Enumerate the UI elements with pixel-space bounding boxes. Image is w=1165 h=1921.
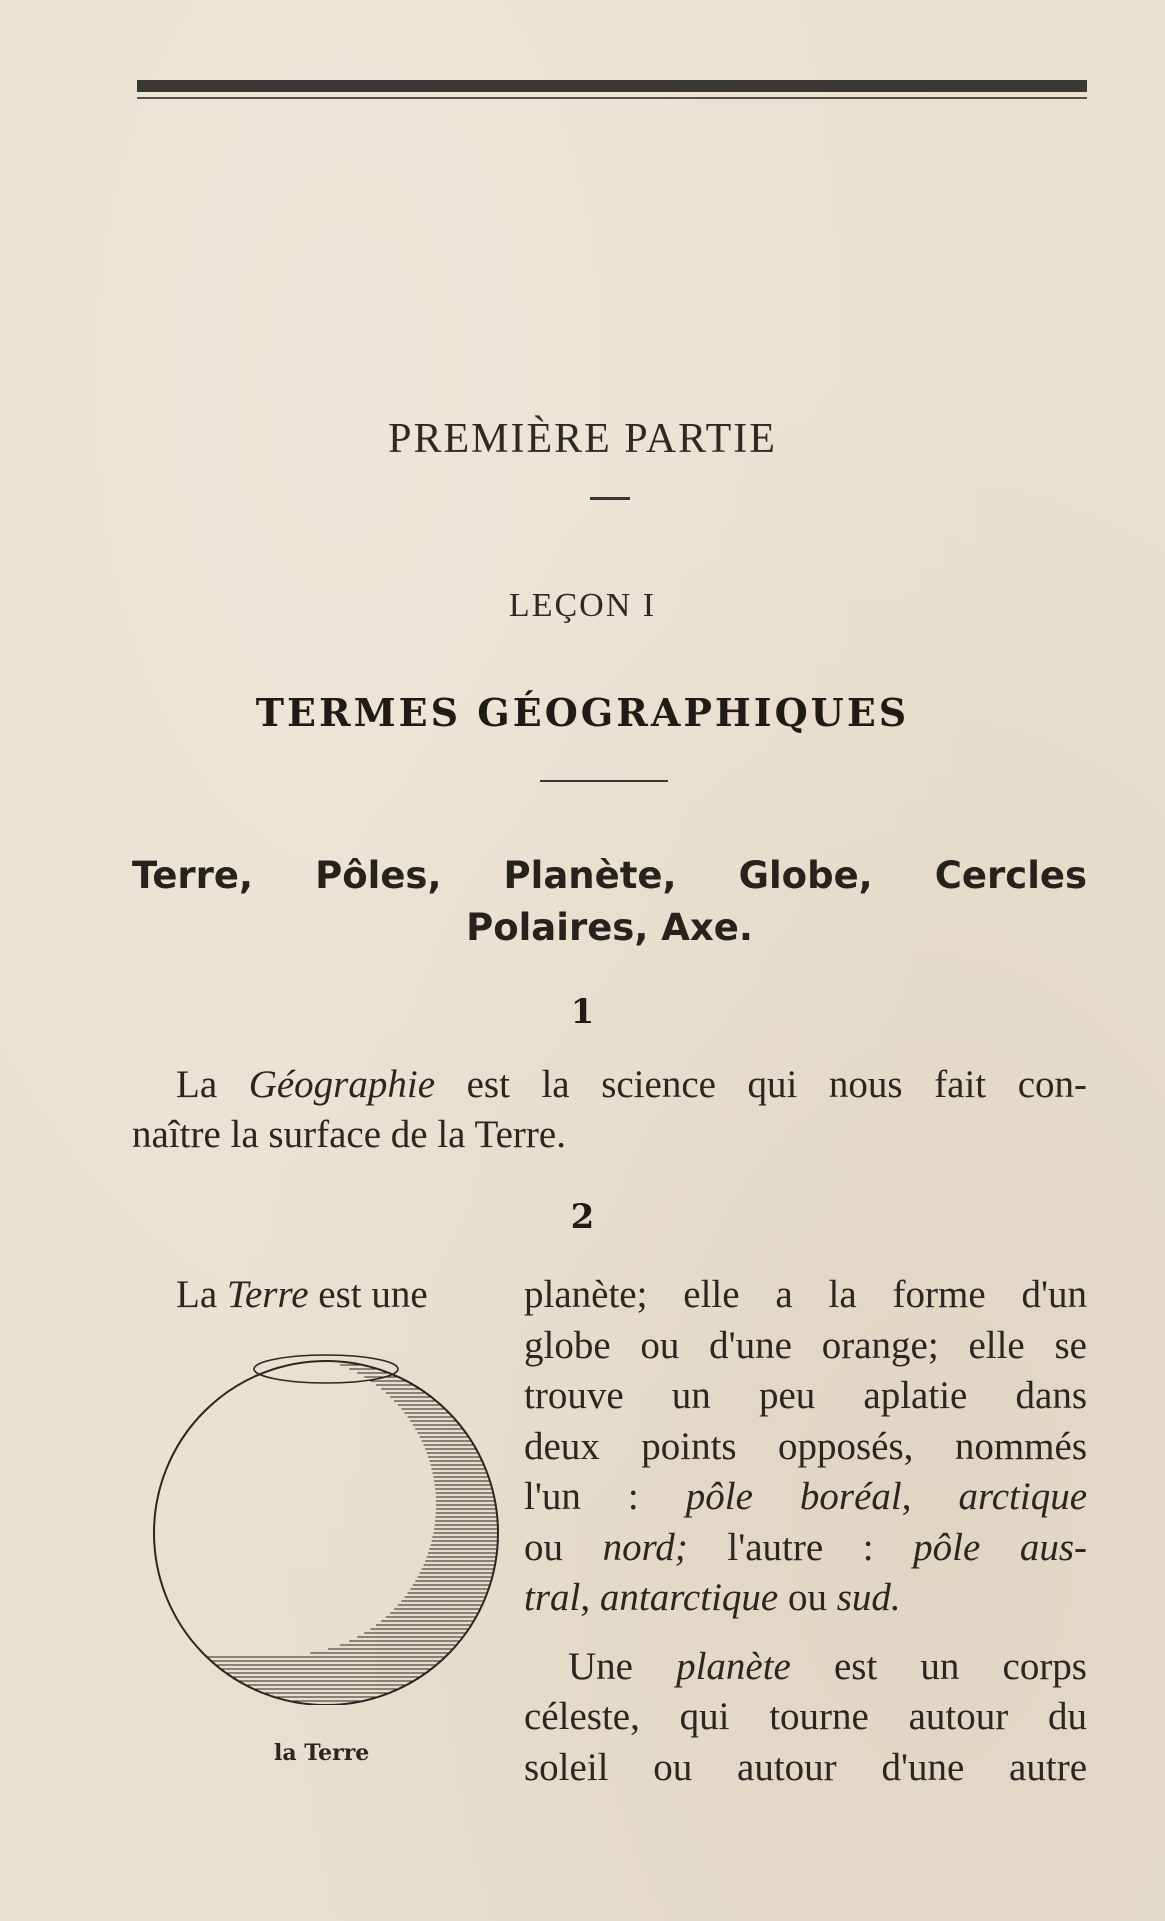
column-line: planète; elle a la forme d'un (524, 1273, 1087, 1316)
part-title: PREMIÈRE PARTIE (388, 416, 777, 462)
column-line: l'un : pôle boréal, arctique (524, 1475, 1088, 1518)
section-number-1: 1 (570, 992, 595, 1032)
term-geographie: Géographie (248, 1063, 436, 1106)
paragraph-gap (524, 1624, 1087, 1642)
subtitle-line-1: Terre, Pôles, Planète, Globe, Cercles (132, 854, 1087, 897)
paragraph-2-intro: La Terre est une (176, 1273, 428, 1316)
top-rule-thin (137, 97, 1087, 99)
column-line: trouve un peu aplatie dans (524, 1374, 1087, 1417)
paragraph-1-line-2: naître la surface de la Terre. (132, 1113, 566, 1156)
globe-illustration (146, 1345, 506, 1705)
chapter-rule (540, 780, 668, 782)
paragraph-2-column (524, 1270, 1087, 1793)
column-line: deux points opposés, nommés (524, 1424, 1087, 1468)
title-dash (590, 497, 630, 500)
section-number-2: 2 (570, 1197, 595, 1237)
column-line: Une planète est un corps (568, 1644, 1087, 1688)
column-line: tral, antarctique ou sud. (524, 1576, 901, 1619)
lesson-subtitle (132, 850, 1087, 954)
lesson-label: LEÇON I (508, 587, 657, 624)
top-rule-thick (137, 80, 1087, 92)
subtitle-line-2: Polaires, Axe. (466, 906, 753, 949)
chapter-title: TERMES GÉOGRAPHIQUES (255, 690, 910, 735)
column-line: soleil ou autour d'une autre (524, 1745, 1087, 1789)
paragraph-1-line-1: La Géographie est la science qui nous fait con- (176, 1063, 1087, 1106)
column-line: globe ou d'une orange; elle se (524, 1323, 1087, 1367)
globe-hatching (207, 1365, 498, 1701)
figure-caption: la Terre (274, 1740, 370, 1766)
column-line: ou nord; l'autre : pôle aus- (524, 1525, 1088, 1569)
column-line: céleste, qui tourne autour du (524, 1695, 1087, 1738)
term-terre: Terre (226, 1273, 309, 1316)
paragraph-1 (132, 1060, 1087, 1160)
